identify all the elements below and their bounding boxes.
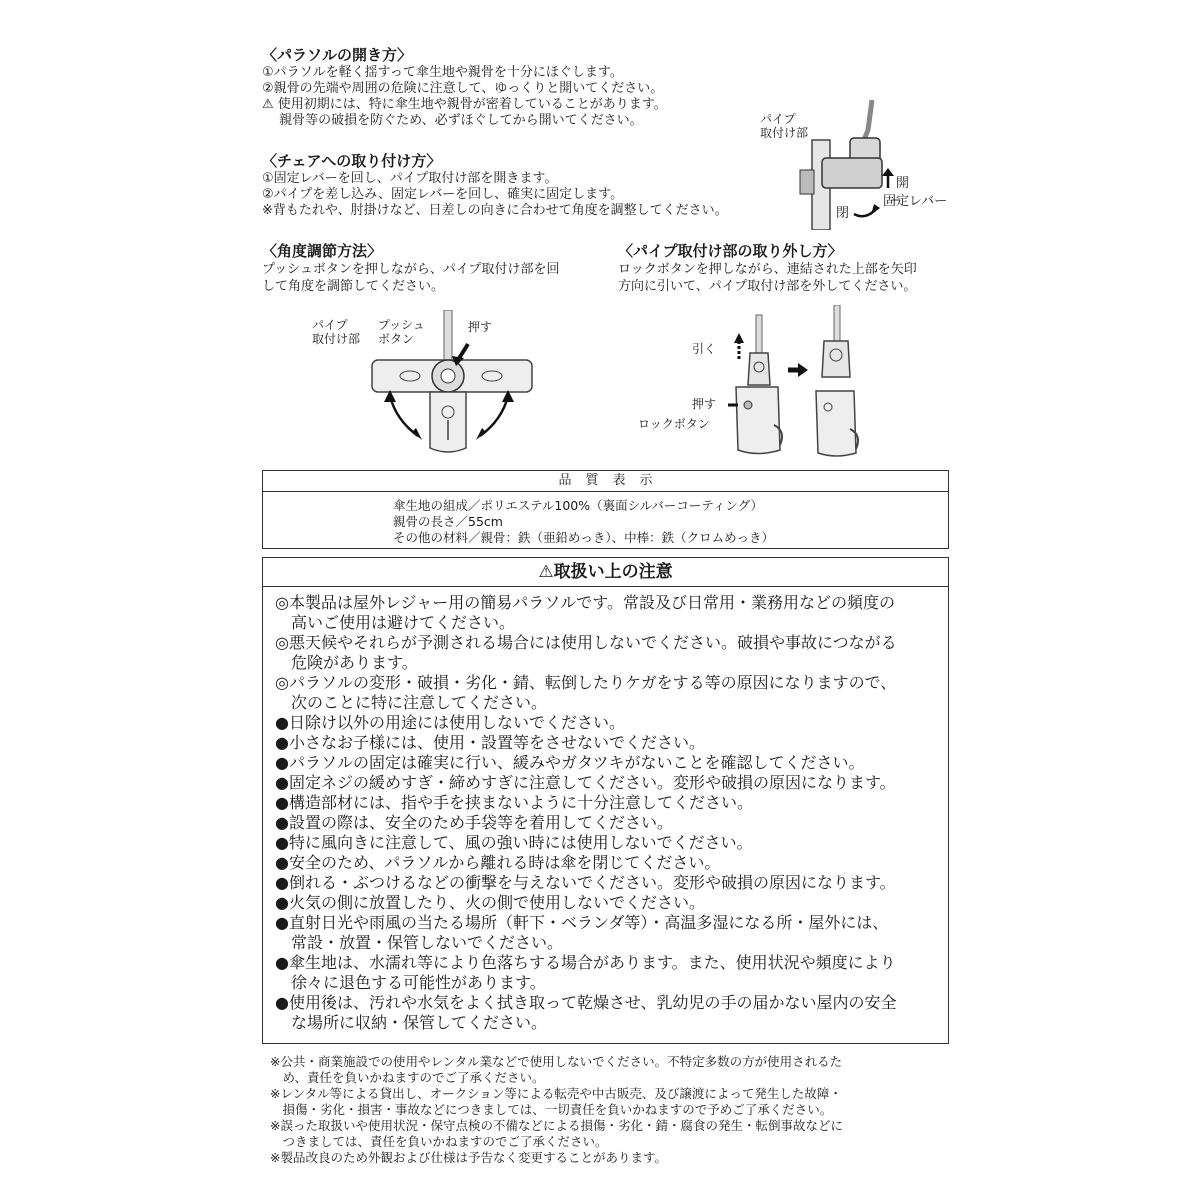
- remove-line: 方向に引いて、パイプ取付け部を外してください。: [618, 279, 917, 294]
- caution-box: [262, 557, 949, 1044]
- quality-line: その他の材料／親骨：鉄（亜鉛めっき）、中棒：鉄（クロムめっき）: [393, 530, 775, 545]
- remove-section: [618, 241, 917, 295]
- angle-line: して角度を調節してください。: [262, 279, 445, 294]
- quality-title: 品質表示: [263, 471, 948, 492]
- footnote-line: め、責任を負いかねますのでご了承ください。: [270, 1070, 545, 1085]
- close-label: 閉: [836, 206, 850, 221]
- caution-line: ●パラソルの固定は確実に行い、緩みやガタツキがないことを確認してください。: [275, 753, 865, 772]
- footnote-line: つきましては、責任を負いかねますのでご了承ください。: [270, 1134, 608, 1149]
- open-line: ②親骨の先端や周囲の危険に注意して、ゆっくりと開いてください。: [262, 81, 664, 96]
- footnote-line: 損傷・劣化・損害・事故などにつきましては、一切責任を負いかねますので予めご了承ください。: [270, 1102, 833, 1117]
- remove-section-title: 〈パイプ取付け部の取り外し方〉: [618, 242, 843, 260]
- chair-section-title: 〈チェアへの取り付け方〉: [262, 152, 442, 170]
- angle-push-label: 押す: [468, 320, 493, 334]
- caution-line: ●特に風向きに注意して、風の強い時には使用しないでください。: [275, 833, 753, 852]
- caution-line: ●使用後は、汚れや水気をよく拭き取って乾燥させ、乳幼児の手の届かない屋内の安全: [275, 993, 897, 1012]
- angle-section: [262, 241, 559, 295]
- angle-pipe-mount-label: パイプ 取付け部: [312, 318, 361, 346]
- caution-line: ●倒れる・ぶつけるなどの衝撃を与えないでください。変形や破損の原因になります。: [275, 873, 896, 892]
- footnote-line: ※レンタル等による貸出し、オークション等による転売や中古販売、及び譲渡によって発生した故障・: [270, 1086, 842, 1101]
- caution-line: 徐々に退色する可能性があります。: [275, 973, 546, 992]
- caution-line: 危険があります。: [275, 653, 418, 672]
- caution-title: ⚠取扱い上の注意: [263, 558, 948, 587]
- open-section: [262, 45, 667, 129]
- caution-line: ●設置の際は、安全のため手袋等を着用してください。: [275, 813, 673, 832]
- caution-line: ●日除け以外の用途には使用しないでください。: [275, 713, 625, 732]
- remove-figure: [630, 305, 870, 460]
- pipe-mount-label: パイプ 取付け部: [760, 112, 809, 140]
- chair-section: [262, 151, 728, 219]
- caution-line: な場所に収納・保管してください。: [275, 1013, 548, 1032]
- footnote-line: ※誤った取扱いや使用状況・保守点検の不備などによる損傷・劣化・錆・腐食の発生・転倒事故などに: [270, 1118, 843, 1133]
- quality-body: [263, 492, 948, 546]
- chair-line: ※背もたれや、肘掛けなど、日差しの向きに合わせて角度を調整してください。: [262, 203, 728, 218]
- remove-mount-illustration: [630, 305, 870, 460]
- lock-button-label: ロックボタン: [638, 417, 710, 431]
- angle-figure: [300, 310, 550, 460]
- open-label: 開: [896, 176, 910, 191]
- caution-line: ●火気の側に放置したり、火の側で使用しないでください。: [275, 893, 705, 912]
- angle-line: プッシュボタンを押しながら、パイプ取付け部を回: [262, 262, 560, 277]
- caution-line: 常設・放置・保管しないでください。: [275, 933, 564, 952]
- open-line: ①パラソルを軽く揺すって傘生地や親骨を十分にほぐします。: [262, 65, 623, 80]
- caution-line: 高いご使用は避けてください。: [275, 613, 516, 632]
- caution-line: ●固定ネジの緩めすぎ・締めすぎに注意してください。変形や破損の原因になります。: [275, 773, 896, 792]
- fixing-lever-label: 固定レバー: [883, 194, 948, 209]
- chair-line: ①固定レバーを回し、パイプ取付け部を開きます。: [262, 171, 558, 186]
- caution-line: ◎悪天候やそれらが予測される場合には使用しないでください。破損や事故につながる: [275, 633, 897, 652]
- quality-line: 傘生地の組成／ポリエステル100%（裏面シルバーコーティング）: [393, 498, 764, 513]
- caution-line: ◎パラソルの変形・破損・劣化・錆、転倒したりケガをする等の原因になりますので、: [275, 673, 897, 692]
- footnote-line: ※製品改良のため外観および仕様は予告なく変更することがあります。: [270, 1150, 667, 1165]
- footnotes: [270, 1054, 843, 1166]
- caution-line: ●小さなお子様には、使用・設置等をさせないでください。: [275, 733, 705, 752]
- caution-line: ●安全のため、パラソルから離れる時は傘を閉じてください。: [275, 853, 721, 872]
- push-button-label: プッシュ ボタン: [378, 318, 425, 346]
- quality-line: 親骨の長さ／55cm: [393, 514, 503, 529]
- remove-push-label: 押す: [692, 397, 717, 411]
- open-section-title: 〈パラソルの開き方〉: [262, 46, 413, 64]
- chair-line: ②パイプを差し込み、固定レバーを回し、確実に固定します。: [262, 187, 624, 202]
- caution-line: ●傘生地は、水濡れ等により色落ちする場合があります。また、使用状況や頻度により: [275, 953, 896, 972]
- caution-line: ◎本製品は屋外レジャー用の簡易パラソルです。常設及び日常用・業務用などの頻度の: [275, 593, 895, 612]
- caution-line: ●直射日光や雨風の当たる場所（軒下・ベランダ等）・高温多湿になる所・屋外には、: [275, 913, 889, 932]
- caution-line: ●構造部材には、指や手を挟まないように十分注意してください。: [275, 793, 753, 812]
- pull-label: 引く: [692, 342, 717, 356]
- angle-section-title: 〈角度調節方法〉: [262, 242, 383, 260]
- open-line: 親骨等の破損を防ぐため、必ずほぐしてから開いてください。: [262, 113, 643, 128]
- chair-mount-figure: [750, 100, 960, 230]
- caution-line: 次のことに特に注意してください。: [275, 693, 548, 712]
- caution-body: [263, 587, 948, 1033]
- open-warning-line: ⚠ 使用初期には、特に傘生地や親骨が密着していることがあります。: [262, 97, 667, 112]
- remove-line: ロックボタンを押しながら、連結された上部を矢印: [618, 262, 917, 277]
- footnote-line: ※公共・商業施設での使用やレンタル業などで使用しないでください。不特定多数の方が使用されるた: [270, 1054, 843, 1069]
- quality-box: [262, 470, 949, 549]
